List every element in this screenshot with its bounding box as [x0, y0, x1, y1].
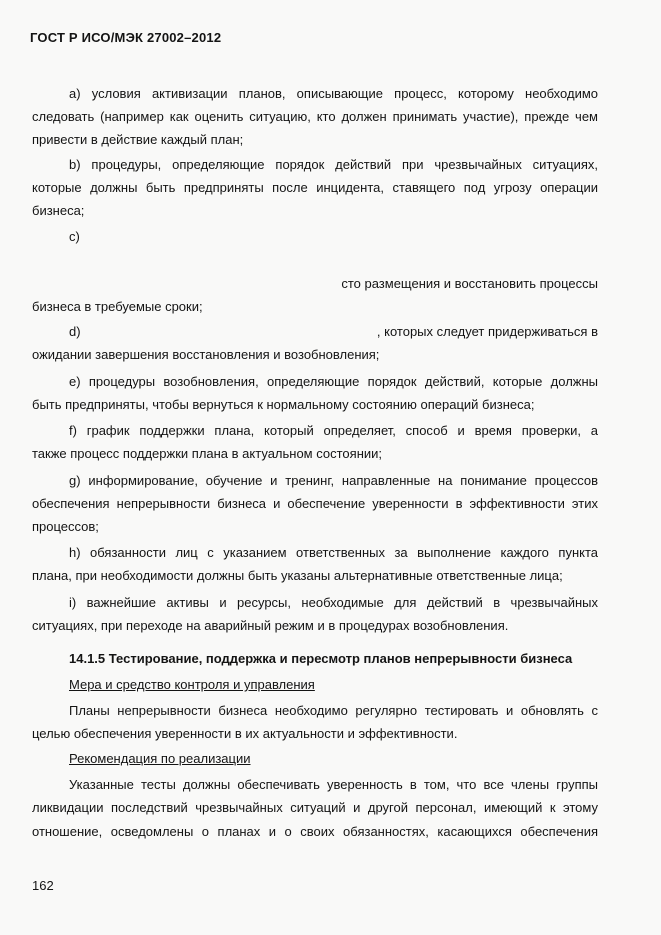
- item-c-line-3: бизнеса в требуемые сроки;: [32, 299, 203, 314]
- item-g-line-3: процессов;: [32, 519, 99, 534]
- item-f-line-1: f) график поддержки плана, который определяет, способ и время проверки, а: [69, 423, 598, 438]
- guidance-text-line-2: ликвидации последствий чрезвычайных ситуаций и другой персонал, имеющий к этому: [32, 800, 598, 815]
- item-c-marker: c): [69, 229, 80, 244]
- item-e-line-2: быть предприняты, чтобы вернуться к нормальному состоянию операций бизнеса;: [32, 397, 535, 412]
- item-b-line-1: b) процедуры, определяющие порядок действий при чрезвычайных ситуациях,: [69, 157, 598, 172]
- item-i-line-1: i) важнейшие активы и ресурсы, необходимые для действий в чрезвычайных: [69, 595, 598, 610]
- section-heading: 14.1.5 Тестирование, поддержка и пересмотр планов непрерывности бизнеса: [69, 651, 573, 666]
- item-g-line-1: g) информирование, обучение и тренинг, направленные на понимание процессов: [69, 473, 598, 488]
- item-a-line-2: следовать (например как оценить ситуацию, кто должен принимать участие), прежде чем: [32, 109, 598, 124]
- item-c-line-2: сто размещения и восстановить процессы: [341, 276, 598, 291]
- item-f-line-2: также процесс поддержки плана в актуальном состоянии;: [32, 446, 383, 461]
- control-text-line-1: Планы непрерывности бизнеса необходимо регулярно тестировать и обновлять с: [69, 703, 598, 718]
- item-h-line-1: h) обязанности лиц с указанием ответственных за выполнение каждого пункта: [69, 545, 598, 560]
- guidance-label: Рекомендация по реализации: [69, 751, 251, 766]
- control-label: Мера и средство контроля и управления: [69, 677, 315, 692]
- document-header: ГОСТ Р ИСО/МЭК 27002–2012: [30, 30, 222, 45]
- item-i-line-2: ситуациях, при переходе на аварийный режим и в процедурах возобновления.: [32, 618, 509, 633]
- item-b-line-3: бизнеса;: [32, 203, 85, 218]
- item-d-marker: d): [69, 324, 81, 339]
- item-b-line-2: которые должны быть предприняты после инцидента, ставящего под угрозу операции: [32, 180, 598, 195]
- item-g-line-2: обеспечения непрерывности бизнеса и обеспечение уверенности в эффективности этих: [32, 496, 598, 511]
- item-a-line-1: a) условия активизации планов, описывающие процесс, которому необходимо: [69, 86, 598, 101]
- guidance-text-line-3: отношение, осведомлены о планах и о своих обязанностях, касающихся обеспечения: [32, 824, 598, 839]
- item-h-line-2: плана, при необходимости должны быть указаны альтернативные ответственные лица;: [32, 568, 563, 583]
- page-number: 162: [32, 878, 54, 893]
- control-text-line-2: целью обеспечения уверенности в их актуальности и эффективности.: [32, 726, 458, 741]
- item-d-line-2: ожидании завершения восстановления и возобновления;: [32, 347, 380, 362]
- item-e-line-1: e) процедуры возобновления, определяющие порядок действий, которые должны: [69, 374, 598, 389]
- guidance-text-line-1: Указанные тесты должны обеспечивать уверенность в том, что все члены группы: [69, 777, 598, 792]
- item-a-line-3: привести в действие каждый план;: [32, 132, 244, 147]
- item-d-line-1: , которых следует придерживаться в: [376, 324, 598, 339]
